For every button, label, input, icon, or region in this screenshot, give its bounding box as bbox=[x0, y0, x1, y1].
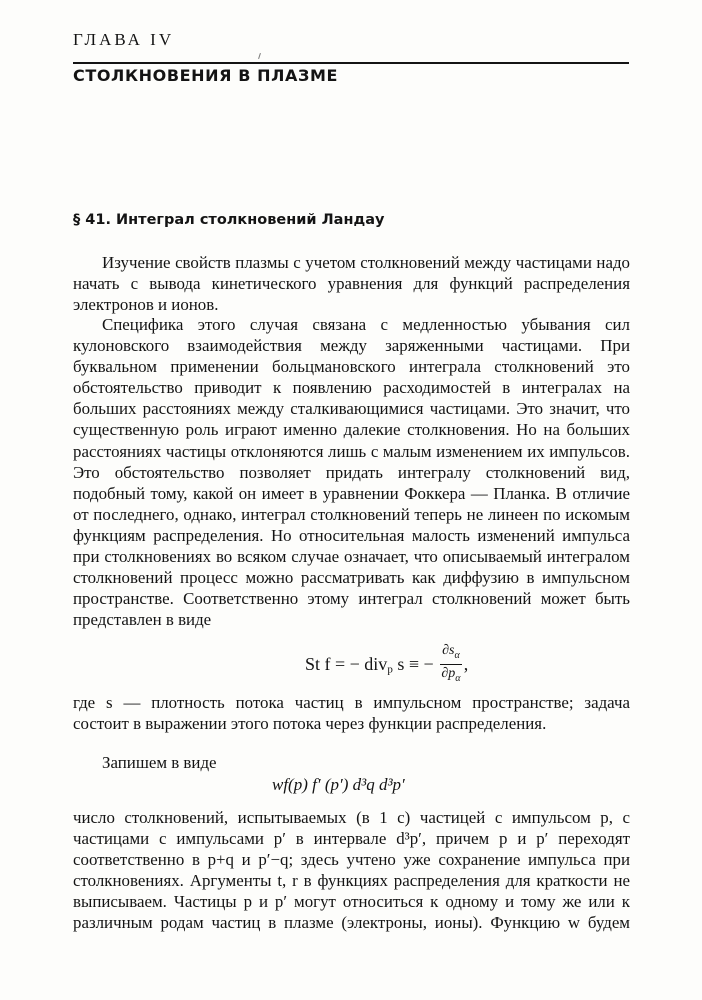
paragraph-4-block bbox=[73, 752, 630, 773]
paragraph-4: Запишем в виде bbox=[102, 753, 217, 772]
collision-integral-formula bbox=[305, 642, 468, 686]
formula-1-tail: , bbox=[463, 653, 469, 674]
formula-1-denominator bbox=[440, 665, 462, 687]
denominator-sub: α bbox=[455, 672, 461, 684]
formula-1-sub: p bbox=[387, 663, 393, 676]
numerator-text: ∂s bbox=[442, 643, 455, 658]
denominator-text: ∂p bbox=[441, 665, 456, 681]
chapter-label: ГЛАВА IV bbox=[73, 30, 175, 49]
paragraph-5-block bbox=[73, 807, 630, 934]
formula-1-numerator bbox=[440, 642, 462, 665]
paragraph-1-block bbox=[73, 252, 630, 315]
paragraph-2: Специфика этого случая связана с медленностью убывания сил кулоновского взаимодействия между заряженными частицами. При буквальном применении больцмановского интеграла столкновений это обстоятельство приводит к появлению расходимостей в интегралах на больших расстояниях между сталкивающимися частицами. Это значит, что существенную роль играют именно далекие столкновения. Но на больших расстояниях частицы отклоняются лишь с малым изменением их импульсов. Это обстоятельство позволяет придать интегралу столкновений вид, подобный тому, какой он имеет в уравнении Фоккера — Планка. В отличие от последнего, однако, интеграл столкновений теперь не линеен по искомым функциям распределения. Но относительная малость изменений импульса при столкновениях во всяком случае означает, что описываемый интегралом столкновений процесс можно рассматривать как диффузию в импульсном пространстве. Соответственно этому интеграл столкновений может быть представлен в виде bbox=[73, 315, 630, 630]
chapter-title: СТОЛКНОВЕНИЯ В ПЛАЗМЕ bbox=[73, 66, 339, 85]
numerator-sub: α bbox=[454, 649, 460, 661]
section-title: § 41. Интеграл столкновений Ландау bbox=[73, 212, 385, 228]
paragraph-1: Изучение свойств плазмы с учетом столкновений между частицами надо начать с вывода кинетического уравнения для функций распределения электронов и ионов. bbox=[73, 253, 630, 315]
formula-1-mid: s ≡ − bbox=[392, 653, 434, 674]
print-mark bbox=[258, 53, 261, 59]
formula-1-lhs: St f = − div bbox=[305, 653, 388, 674]
paragraph-5: число столкновений, испытываемых (в 1 с) частицей с импульсом p, с частицами с импульсами p′ в интервале d³p′, причем p и p′ переходят соответственно в p+q и p′−q; здесь учтено уже сохранение импульса при столкновениях. Аргументы t, r в функциях распределения для краткости не выписываем. Частицы p и p′ могут относиться к одному и тому же или к различным родам частиц в плазме (электроны, ионы). Функцию w будем bbox=[73, 808, 630, 933]
paragraph-3: где s — плотность потока частиц в импульсном пространстве; задача состоит в выражении этого потока через функции распределения. bbox=[73, 693, 630, 734]
collision-rate-formula: wf(p) f′ (p′) d³q d³p′ bbox=[272, 775, 405, 794]
paragraph-2-block bbox=[73, 314, 630, 630]
paragraph-3-block bbox=[73, 692, 630, 734]
chapter-rule bbox=[73, 62, 629, 64]
formula-1-fraction bbox=[440, 642, 462, 687]
